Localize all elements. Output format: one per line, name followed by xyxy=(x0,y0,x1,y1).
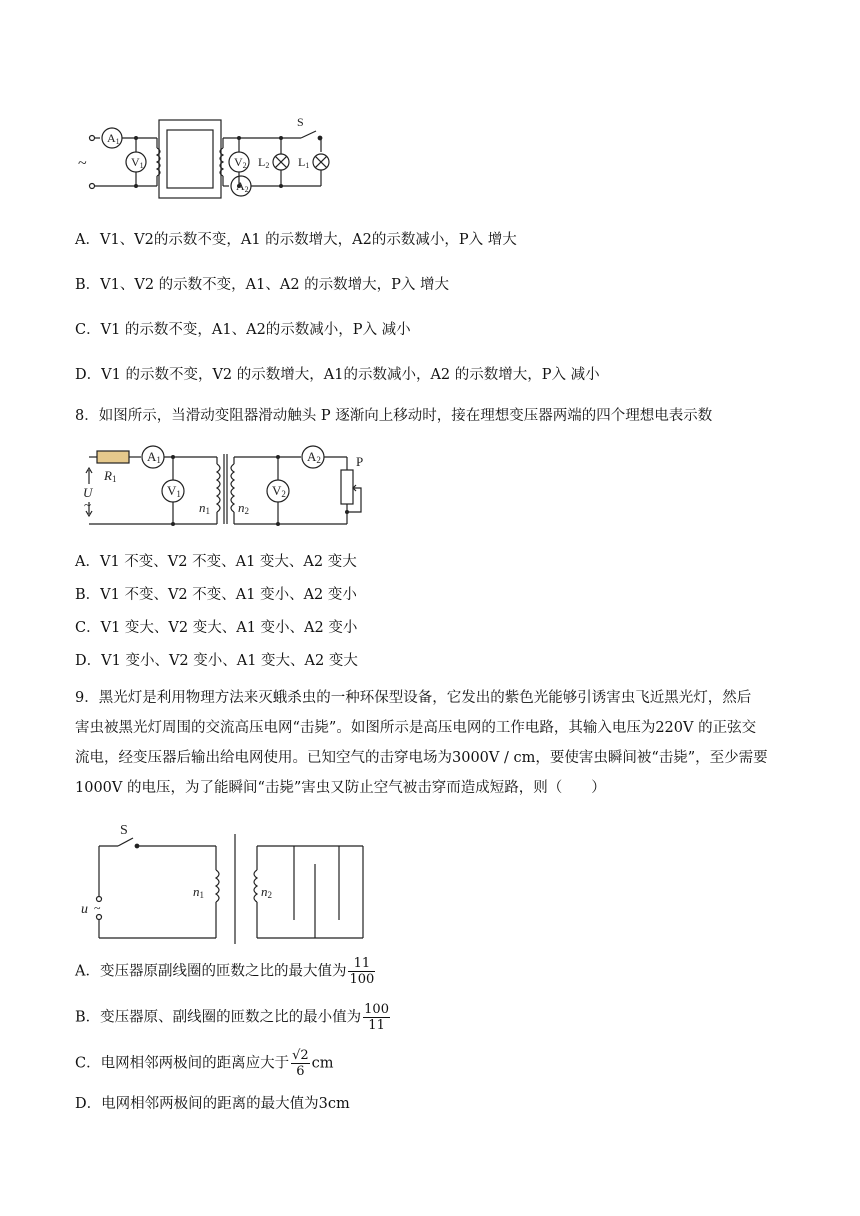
q7-ammeter-a2-label: A2 xyxy=(236,179,249,194)
q7-option-d: D．V1 的示数不变，V2 的示数增大，A1的示数减小，A2 的示数增大，P入 减小 xyxy=(75,367,600,383)
q7-option-c-text: V1 的示数不变，A1、A2的示数减小，P入 减小 xyxy=(100,322,411,338)
q9-option-c-text: 电网相邻两极间的距离应大于 xyxy=(100,1055,290,1072)
q7-option-d-text: V1 的示数不变，V2 的示数增大，A1的示数减小，A2 的示数增大，P入 减小 xyxy=(101,367,600,383)
q8-option-b: B．V1 不变、V2 不变、A1 变小、A2 变小 xyxy=(75,587,357,603)
q8-option-a-text: V1 不变、V2 不变、A1 变大、A2 变大 xyxy=(99,554,357,570)
q7-circuit-diagram xyxy=(75,112,345,202)
q7-voltmeter-v1-label: V1 xyxy=(131,155,144,170)
q9-source-u-label: u xyxy=(81,902,88,917)
q8-stem: 8．如图所示，当滑动变阻器滑动触头 P 逐渐向上移动时，接在理想变压器两端的四个理想电表示数 xyxy=(75,408,713,424)
q8-secondary-turns-label: n2 xyxy=(238,500,249,516)
q9-option-c-unit: cm xyxy=(311,1055,334,1072)
q9-option-b: B．变压器原、副线圈的匝数之比的最小值为 $\frac{100}{11}$ xyxy=(75,1002,389,1033)
q7-option-b-text: V1、V2 的示数不变，A1、A2 的示数增大，P入 增大 xyxy=(100,277,450,293)
q9-stem-line-3: 流电，经变压器后输出给电网使用。已知空气的击穿电场为3000V / cm，要使害虫瞬间被“击毙”，至少需要 xyxy=(75,750,768,766)
q9-stem-line-4: 1000V 的电压，为了能瞬间“击毙”害虫又防止空气被击穿而造成短路，则（ ） xyxy=(75,780,606,796)
q7-lamp-l2-label: L2 xyxy=(258,155,270,170)
q7-option-b: B．V1、V2 的示数不变，A1、A2 的示数增大，P入 增大 xyxy=(75,277,450,293)
q8-option-b-text: V1 不变、V2 不变、A1 变小、A2 变小 xyxy=(100,587,357,603)
q8-voltmeter-v1-label: V1 xyxy=(167,483,181,499)
q8-option-d-text: V1 变小、V2 变小、A1 变大、A2 变大 xyxy=(101,653,358,669)
q7-option-c: C．V1 的示数不变，A1、A2的示数减小，P入 减小 xyxy=(75,322,411,338)
q9-secondary-turns-label: n2 xyxy=(261,884,272,900)
q7-source-symbol: ~ xyxy=(78,155,87,172)
q9-option-a-text: 变压器原副线圈的匝数之比的最大值为 xyxy=(99,963,347,980)
q7-ammeter-a1-label: A1 xyxy=(107,131,120,146)
q8-source-tilde: ~ xyxy=(84,497,92,512)
q9-source-tilde: ~ xyxy=(94,901,101,915)
q8-circuit-diagram xyxy=(75,440,375,530)
q9-option-a-fraction: $\frac{11}{100}$ xyxy=(349,956,375,987)
q9-primary-turns-label: n1 xyxy=(193,884,204,900)
q7-lamp-l1-label: L1 xyxy=(298,155,310,170)
q9-stem-line-1: 9．黑光灯是利用物理方法来灭蛾杀虫的一种环保型设备，它发出的紫色光能够引诱害虫飞近黑光灯，然后 xyxy=(75,690,752,706)
q9-option-b-text: 变压器原、副线圈的匝数之比的最小值为 xyxy=(100,1009,362,1026)
q9-circuit-diagram xyxy=(75,820,375,945)
q8-primary-turns-label: n1 xyxy=(199,500,210,516)
q9-switch-label: S xyxy=(120,823,128,838)
q9-option-c: C．电网相邻两极间的距离应大于 $\frac{√2}{6}$ cm xyxy=(75,1048,334,1079)
q7-switch-label: S xyxy=(297,115,304,129)
q9-option-b-fraction: $\frac{100}{11}$ xyxy=(364,1002,389,1033)
q7-option-a-text: V1、V2的示数不变，A1 的示数增大，A2的示数减小，P入 增大 xyxy=(99,232,517,248)
q9-stem-line-2: 害虫被黑光灯周围的交流高压电网“击毙”。如图所示是高压电网的工作电路，其输入电压为220V 的正弦交 xyxy=(75,720,757,736)
q8-source-u-label: U xyxy=(83,485,93,500)
q8-option-c-text: V1 变大、V2 变大、A1 变小、A2 变小 xyxy=(100,620,358,636)
q8-slider-p-label: P xyxy=(356,454,364,469)
q9-option-a: A．变压器原副线圈的匝数之比的最大值为 $\frac{11}{100}$ xyxy=(75,956,375,987)
q8-option-a: A．V1 不变、V2 不变、A1 变大、A2 变大 xyxy=(75,554,357,570)
q8-voltmeter-v2-label: V2 xyxy=(272,483,286,499)
q8-resistor-r1-label: R1 xyxy=(104,468,117,484)
q8-option-c: C．V1 变大、V2 变大、A1 变小、A2 变小 xyxy=(75,620,358,636)
q9-option-d: D．电网相邻两极间的距离的最大值为3cm xyxy=(75,1096,350,1112)
q8-ammeter-a2-label: A2 xyxy=(307,449,321,465)
q9-option-c-fraction: $\frac{√2}{6}$ xyxy=(292,1048,309,1079)
q7-option-a: A．V1、V2的示数不变，A1 的示数增大，A2的示数减小，P入 增大 xyxy=(75,232,517,248)
q9-option-d-text: 电网相邻两极间的距离的最大值为3cm xyxy=(101,1096,350,1112)
q8-option-d: D．V1 变小、V2 变小、A1 变大、A2 变大 xyxy=(75,653,358,669)
q7-voltmeter-v2-label: V2 xyxy=(234,155,247,170)
q8-ammeter-a1-label: A1 xyxy=(147,449,161,465)
